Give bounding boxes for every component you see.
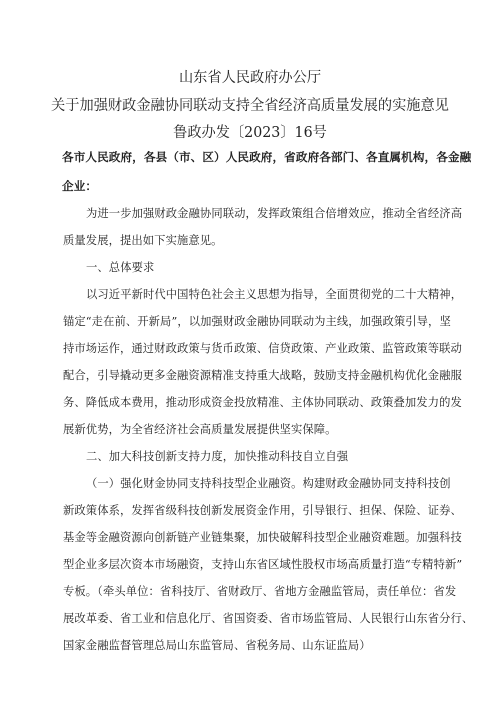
body-line: 锚定“走在前、开新局”，以加强财政金融协同联动为主线，加强政策引导，坚 bbox=[63, 315, 451, 328]
intro-line: 质量发展，提出如下实施意见。 bbox=[63, 234, 223, 247]
section-heading: 一、总体要求 bbox=[86, 261, 155, 274]
body-line: 专板。（牵头单位：省科技厅、省财政厅、省地方金融监管局，责任单位：省发 bbox=[63, 585, 457, 598]
addressee-line: 各市人民政府，各县（市、区）人民政府，省政府各部门、各直属机构，各金融 bbox=[62, 150, 472, 164]
intro-line: 为进一步加强财政金融协同联动，发挥政策组合倍增效应，推动全省经济高 bbox=[86, 207, 463, 220]
body-line: 以习近平新时代中国特色社会主义思想为指导，全面贯彻党的二十大精神， bbox=[86, 288, 463, 301]
section-heading: 二、加大科技创新支持力度，加快推动科技自立自强 bbox=[86, 450, 349, 463]
body-line: 国家金融监督管理总局山东监管局、省税务局、山东证监局） bbox=[63, 639, 371, 652]
body-line: （一）强化财金协同支持科技型企业融资。构建财政金融协同支持科技创 bbox=[86, 477, 451, 490]
body-line: 配合，引导撬动更多金融资源精准支持重大战略，鼓励支持金融机构优化金融服 bbox=[63, 369, 462, 382]
body-line: 持市场运作，通过财政政策与货币政策、信贷政策、产业政策、监管政策等联动 bbox=[63, 342, 462, 355]
issuer: 山东省人民政府办公厅 bbox=[178, 70, 322, 86]
body-line: 基金等金融资源向创新链产业链集聚，加快破解科技型企业融资难题。加强科技 bbox=[63, 531, 462, 544]
body-line: 型企业多层次资本市场融资，支持山东省区域性股权市场高质量打造“专精特新” bbox=[63, 558, 463, 571]
document-number: 鲁政办发〔2023〕16号 bbox=[173, 125, 327, 141]
body-line: 展新优势，为全省经济社会高质量发展提供坚实保障。 bbox=[63, 423, 337, 436]
body-line: 务、降低成本费用，推动形成资金投放精准、主体协同联动、政策叠加发力的发 bbox=[63, 396, 462, 409]
body-line: 展改革委、省工业和信息化厅、省国资委、省市场监管局、人民银行山东省分行、 bbox=[63, 612, 474, 625]
addressee-line: 企业： bbox=[62, 179, 98, 193]
document-title: 关于加强财政金融协同联动支持全省经济高质量发展的实施意见 bbox=[51, 98, 449, 114]
body-line: 新政策体系，发挥省级科技创新发展资金作用，引导银行、担保、保险、证券、 bbox=[63, 504, 462, 517]
